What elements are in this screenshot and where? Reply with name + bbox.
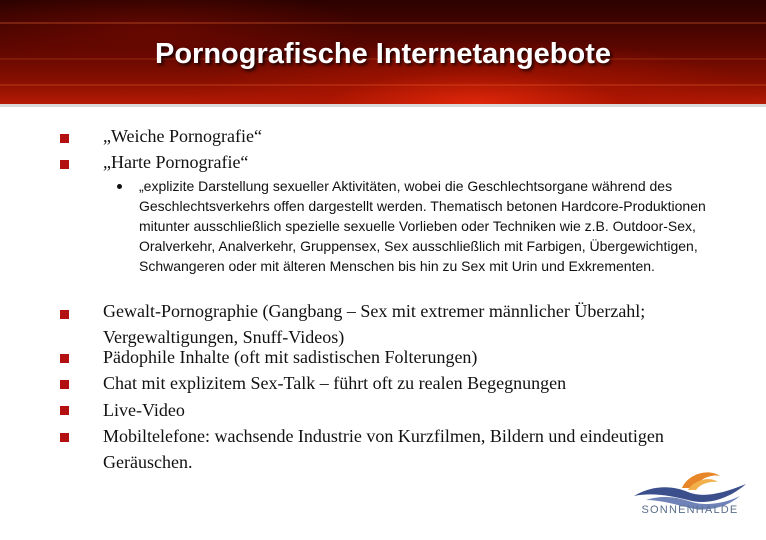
bullet-item: Mobiltelefone: wachsende Industrie von Kurzfilmen, Bildern und eindeutigen Geräuschen. (103, 426, 664, 472)
bullet-item: „Harte Pornografie“ (103, 152, 249, 172)
sub-bullet-item: „explizite Darstellung sexueller Aktivitäten, wobei die Geschlechtsorgane während des Geschlechtsverkehrs offen dargestellt werden. Thematisch betonen Hardcore-Produktionen mitunter ausschließlich spezielle sexuelle Vorlieben oder Techniken wie z.B. Outdoor-Sex, Oralverkehr, Analverkehr, Gruppensex, Sex ausschließlich mit Farbigen, Übergewichtigen, Schwangeren oder mit älteren Menschen bis hin zu Sex mit Urin und Exkrementen. (139, 178, 706, 274)
bullet-square-icon (60, 134, 69, 143)
bullet-square-icon (60, 380, 69, 389)
logo-wordmark: SONNENHALDE (641, 504, 739, 516)
bullet-item: „Weiche Pornografie“ (103, 126, 262, 146)
bullet-square-icon (60, 310, 69, 319)
bullet-square-icon (60, 354, 69, 363)
bullet-square-icon (60, 406, 69, 415)
sonnenhalde-logo-icon (630, 466, 750, 526)
slide-title: Pornografische Internetangebote (154, 38, 611, 70)
bullet-square-icon (60, 160, 69, 169)
bullet-item: Gewalt-Pornographie (Gangbang – Sex mit extremer männlicher Überzahl; Vergewaltigungen, Snuff-Videos) (103, 301, 646, 347)
bullet-square-icon (60, 433, 69, 442)
bullet-item: Chat mit explizitem Sex-Talk – führt oft zu realen Begegnungen (103, 373, 567, 393)
sub-bullet-dot-icon (117, 184, 122, 189)
bullet-item: Pädophile Inhalte (oft mit sadistischen Folterungen) (103, 347, 478, 367)
bullet-item: Live-Video (103, 400, 185, 420)
